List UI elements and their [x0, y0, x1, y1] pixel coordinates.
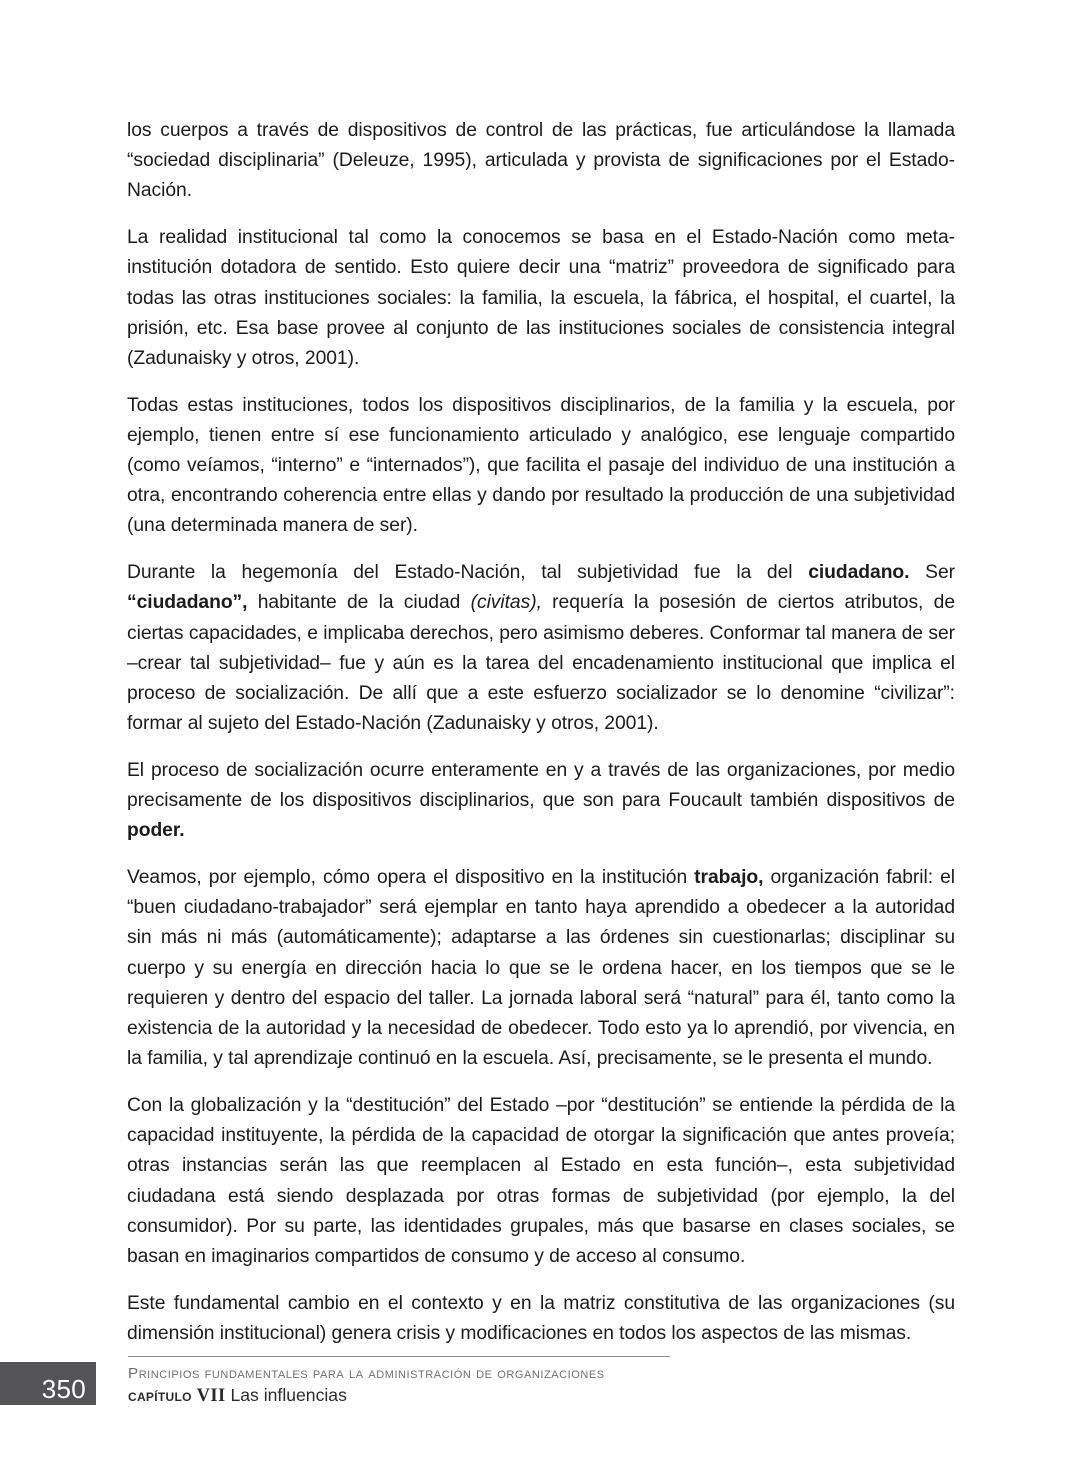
paragraph — [127, 1289, 955, 1349]
book-title: Principios fundamentales para la administración de organizaciones — [128, 1365, 605, 1382]
page-footer — [0, 1356, 1080, 1426]
page-number: 350 — [41, 1374, 86, 1404]
text-run: Este fundamental cambio en el contexto y en la matriz constitutiva de las organizaciones (su dimensión institucional) genera crisis y modificaciones en todos los aspectos de las mismas. — [127, 1292, 955, 1344]
emphasis-bold: poder. — [127, 820, 185, 842]
text-run: requería la posesión de ciertos atributos, de ciertas capacidades, e implicaba derechos, pero asimismo deberes. Conformar tal manera de ser –crear tal subjetividad– fue y aún es la tarea del encadenamiento institucional que implica el proceso de socialización. De allí que a este esfuerzo socializador se lo denomine “civilizar”: formar al sujeto del Estado-Nación (Zadunaisky y otros, 2001). — [127, 592, 955, 735]
text-run: habitante de la ciudad — [247, 592, 471, 614]
body-text-column — [127, 116, 955, 1349]
text-run: los cuerpos a través de dispositivos de control de las prácticas, fue articulándose la llamada “sociedad disciplinaria” (Deleuze, 1995), articulada y provista de significaciones por el Estado-Nación. — [127, 120, 955, 202]
chapter-subtitle: Las influencias — [230, 1385, 347, 1405]
text-run: Con la globalización y la “destitución” del Estado –por “destitución” se entiende la pérdida de la capacidad instituyente, la pérdida de la capacidad de otorgar la significación que antes proveía; otras instancias serán las que reemplacen al Estado en esta función–, esta subjetividad ciudadana está siendo desplazada por otras formas de subjetividad (por ejemplo, la del consumidor). Por su parte, las identidades grupales, más que basarse en clases sociales, se basan en imaginarios compartidos de consumo y de acceso al consumo. — [127, 1094, 955, 1267]
emphasis-bold: trabajo, — [694, 866, 764, 888]
paragraph — [127, 1091, 955, 1272]
text-run: Ser — [909, 562, 955, 584]
chapter-label: capítulo — [128, 1385, 192, 1405]
text-run: Veamos, por ejemplo, cómo opera el dispositivo en la institución — [127, 866, 695, 888]
text-run: El proceso de socialización ocurre enteramente en y a través de las organizaciones, por medio precisamente de los dispositivos disciplinarios, que son para Foucault también dispositivos de — [127, 759, 955, 812]
paragraph — [127, 116, 955, 207]
text-run: Todas estas instituciones, todos los dispositivos disciplinarios, de la familia y la escuela, por ejemplo, tienen entre sí ese funcionamiento articulado y analógico, ese lenguaje compartido (como veíamos, “interno” e “internados”), que facilita el pasaje del individuo de una institución a otra, encontrando coherencia entre ellas y dando por resultado la producción de una subjetividad (una determinada manera de ser). — [127, 394, 955, 537]
paragraph — [127, 223, 955, 374]
emphasis-bold: “ciudadano”, — [127, 592, 248, 614]
text-run: La realidad institucional tal como la conocemos se basa en el Estado-Nación como meta-institución dotadora de sentido. Esto quiere decir una “matriz” proveedora de significado para todas las otras instituciones sociales: la familia, la escuela, la fábrica, el hospital, el cuartel, la prisión, etc. Esa base provee al conjunto de las instituciones sociales de consistencia integral (Zadunaisky y otros, 2001). — [127, 227, 955, 369]
chapter-number: VII — [196, 1386, 226, 1406]
emphasis-bold: ciudadano. — [808, 562, 910, 584]
chapter-line — [128, 1384, 688, 1408]
running-head-texts — [128, 1364, 688, 1408]
paragraph — [127, 756, 955, 847]
emphasis-italic: (civitas), — [470, 592, 542, 614]
footer-divider — [128, 1356, 670, 1357]
paragraph — [127, 863, 955, 1074]
text-run: organización fabril: el “buen ciudadano-trabajador” será ejemplar en tanto haya aprendido a obedecer a la autoridad sin más ni más (automáticamente); adaptarse a las órdenes sin cuestionarlas; disciplinar su cuerpo y su energía en dirección hacia lo que se le ordena hacer, en los tiempos que se le requieren y dentro del espacio del taller. La jornada laboral será “natural” para él, tanto como la existencia de la autoridad y la necesidad de obedecer. Todo esto ya lo aprendió, por vivencia, en la familia, y tal aprendizaje continuó en la escuela. Así, precisamente, se le presenta el mundo. — [127, 866, 955, 1070]
page-number-block — [0, 1362, 96, 1405]
paragraph — [127, 558, 955, 739]
text-run: Durante la hegemonía del Estado-Nación, tal subjetividad fue la del — [127, 562, 809, 584]
paragraph — [127, 391, 955, 542]
